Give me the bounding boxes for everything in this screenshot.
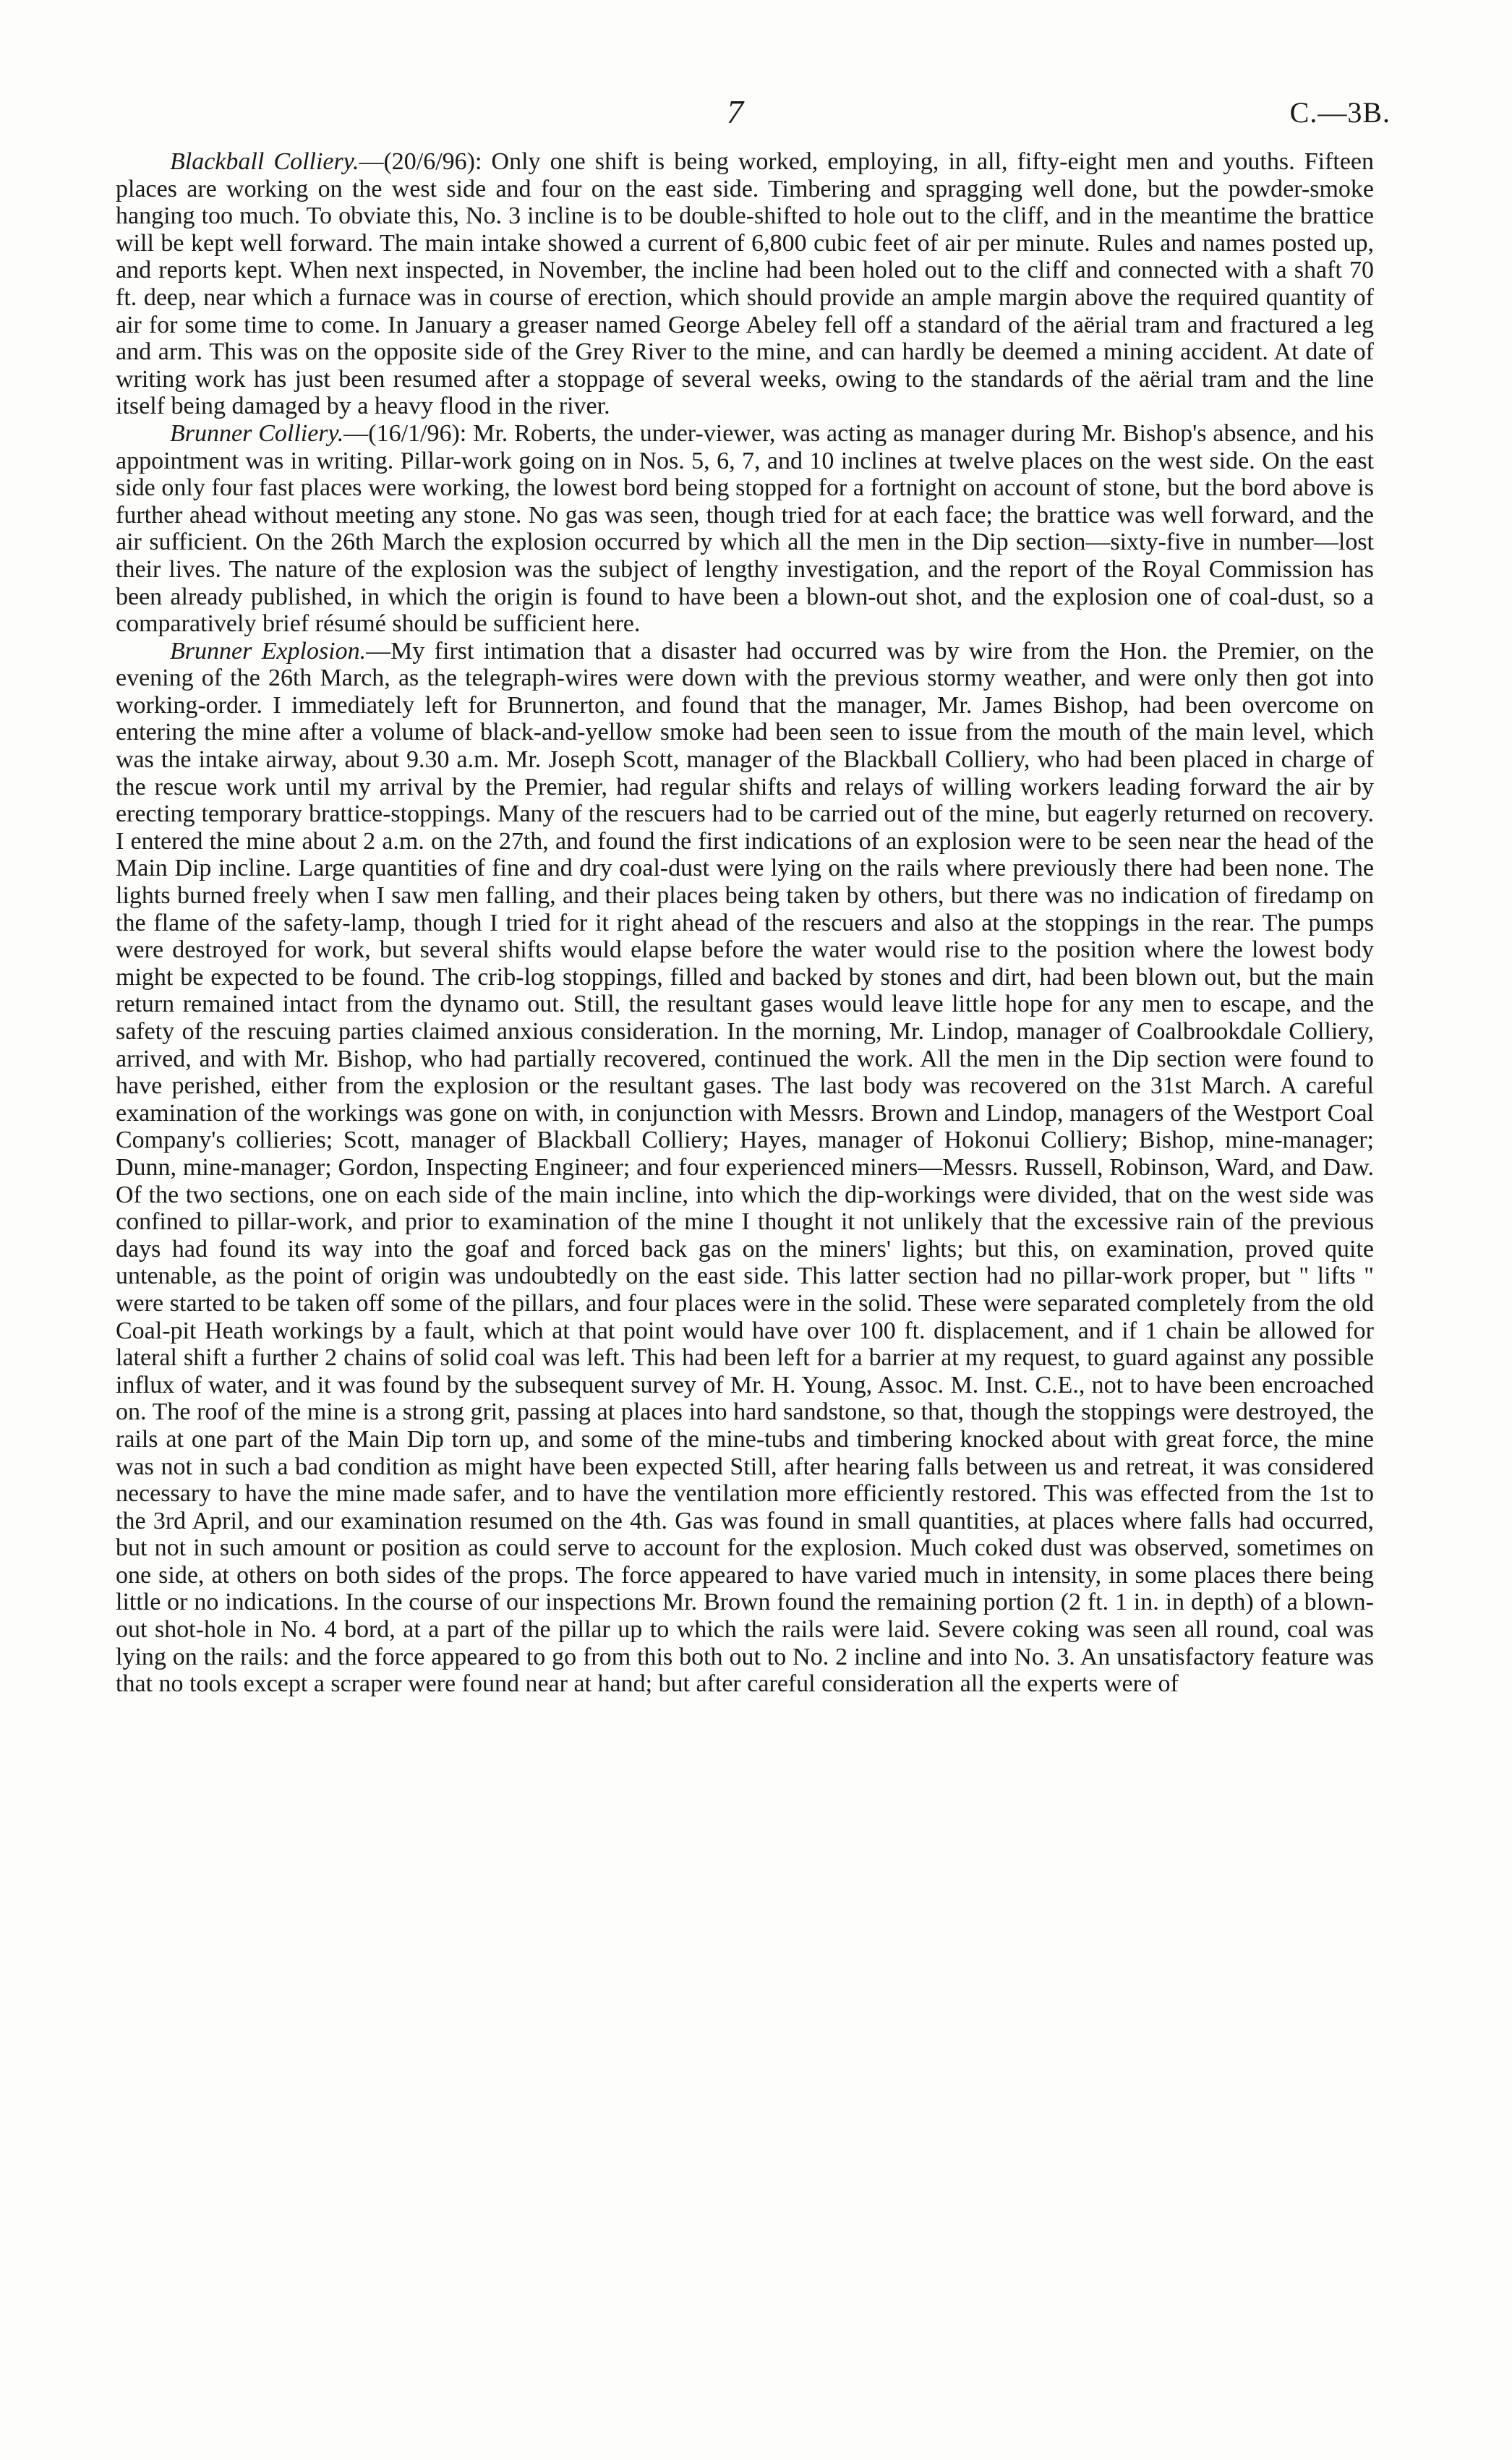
paragraph-text: —(20/6/96): Only one shift is being worked, employing, in all, fifty-eight men and youths. Fifteen places are working on the west side and four on the east side. Timbering and spragging well done, but the powder-smoke hanging too much. To obviate this, No. 3 incline is to be double-shifted to hole out to the cliff, and in the meantime the brattice will be kept well forward. The main intake showed a current of 6,800 cubic feet of air per minute. Rules and names posted up, and reports kept. When next inspected, in November, the incline had been holed out to the cliff and connected with a shaft 70 ft. deep, near which a furnace was in course of erection, which should provide an ample margin above the required quantity of air for some time to come. In January a greaser named George Abeley fell off a standard of the aërial tram and fractured a leg and arm. This was on the opposite side of the Grey River to the mine, and can hardly be deemed a mining accident. At date of writing work has just been resumed after a stoppage of several weeks, owing to the standards of the aërial tram and the line itself being damaged by a heavy flood in the river.: [116, 148, 1374, 420]
paragraph-heading: Blackball Colliery.: [170, 148, 359, 175]
paragraph-brunner-explosion: [116, 638, 1374, 1698]
paragraph-brunner-colliery: [116, 420, 1374, 638]
body-text: [116, 148, 1374, 1698]
paragraph-text: —(16/1/96): Mr. Roberts, the under-viewer, was acting as manager during Mr. Bishop's absence, and his appointment was in writing. Pillar-work going on in Nos. 5, 6, 7, and 10 inclines at twelve places on the west side. On the east side only four fast places were working, the lowest bord being stopped for a fortnight on account of stone, but the bord above is further ahead without meeting any stone. No gas was seen, though tried for at each face; the brattice was well forward, and the air sufficient. On the 26th March the explosion occurred by which all the men in the Dip section—sixty-five in number—lost their lives. The nature of the explosion was the subject of lengthy investigation, and the report of the Royal Commission has been already published, in which the origin is found to have been a blown-out shot, and the explosion one of coal-dust, so a comparatively brief résumé should be sufficient here.: [116, 419, 1374, 638]
document-reference: C.—3B.: [1289, 96, 1391, 129]
paragraph-heading: Brunner Colliery.: [170, 419, 344, 447]
paragraph-heading: Brunner Explosion.: [170, 637, 367, 665]
paragraph-blackball-colliery: [116, 148, 1374, 420]
paragraph-text: —My first intimation that a disaster had occurred was by wire from the Hon. the Premier, on the evening of the 26th March, as the telegraph-wires were down with the previous stormy weather, and were only then got into working-order. I immediately left for Brunnerton, and found that the manager, Mr. James Bishop, had been overcome on entering the mine after a volume of black-and-yellow smoke had been seen to issue from the mouth of the main level, which was the intake airway, about 9.30 a.m. Mr. Joseph Scott, manager of the Blackball Colliery, who had been placed in charge of the rescue work until my arrival by the Premier, had regular shifts and relays of willing workers leading forward the air by erecting temporary brattice-stoppings. Many of the rescuers had to be carried out of the mine, but eagerly returned on recovery. I entered the mine about 2 a.m. on the 27th, and found the first indications of an explosion were to be seen near the head of the Main Dip incline. Large quantities of fine and dry coal-dust were lying on the rails where previously there had been none. The lights burned freely when I saw men falling, and their places being taken by others, but there was no indication of firedamp on the flame of the safety-lamp, though I tried for it right ahead of the rescuers and also at the stoppings in the rear. The pumps were destroyed for work, but several shifts would elapse before the water would rise to the position where the lowest body might be expected to be found. The crib-log stoppings, filled and backed by stones and dirt, had been blown out, but the main return remained intact from the dynamo out. Still, the resultant gases would leave little hope for any men to escape, and the safety of the rescuing parties claimed anxious consideration. In the morning, Mr. Lindop, manager of Coalbrookdale Colliery, arrived, and with Mr. Bishop, who had partially recovered, continued the work. All the men in the Dip section were found to have perished, either from the explosion or the resultant gases. The last body was recovered on the 31st March. A careful examination of the workings was gone on with, in conjunction with Messrs. Brown and Lindop, managers of the Westport Coal Company's collieries; Scott, manager of Blackball Colliery; Hayes, manager of Hokonui Colliery; Bishop, mine-manager; Dunn, mine-manager; Gordon, Inspecting Engineer; and four experienced miners—Messrs. Russell, Robinson, Ward, and Daw. Of the two sections, one on each side of the main incline, into which the dip-workings were divided, that on the west side was confined to pillar-work, and prior to examination of the mine I thought it not unlikely that the excessive rain of the previous days had found its way into the goaf and forced back gas on the miners' lights; but this, on examination, proved quite untenable, as the point of origin was undoubtedly on the east side. This latter section had no pillar-work proper, but " lifts " were started to be taken off some of the pillars, and four places were in the solid. These were separated completely from the old Coal-pit Heath workings by a fault, which at that point would have over 100 ft. displacement, and if 1 chain be allowed for lateral shift a further 2 chains of solid coal was left. This had been left for a barrier at my request, to guard against any possible influx of water, and it was found by the subsequent survey of Mr. H. Young, Assoc. M. Inst. C.E., not to have been encroached on. The roof of the mine is a strong grit, passing at places into hard sandstone, so that, though the stoppings were destroyed, the rails at one part of the Main Dip torn up, and some of the mine-tubs and timbering knocked about with great force, the mine was not in such a bad condition as might have been expected Still, after hearing falls between us and retreat, it was considered necessary to have the mine made safer, and to have the ventilation more efficiently restored. This was effected from the 1st to the 3rd April, and our examination resumed on the 4th. Gas was found in small quantities, at places where falls had occurred, but not in such amount or position as could serve to account for the explosion. Much coked dust was observed, sometimes on one side, at others on both sides of the props. The force appeared to have varied much in intensity, in some places there being little or no indications. In the course of our inspections Mr. Brown found the remaining portion (2 ft. 1 in. in depth) of a blown-out shot-hole in No. 4 bord, at a part of the pillar up to which the rails were laid. Severe coking was seen all round, coal was lying on the rails: and the force appeared to go from this both out to No. 2 incline and into No. 3. An unsatisfactory feature was that no tools except a scraper were found near at hand; but after careful consideration all the experts were of: [116, 637, 1374, 1698]
page-number: 7: [727, 93, 743, 130]
page-header: [0, 93, 1512, 136]
